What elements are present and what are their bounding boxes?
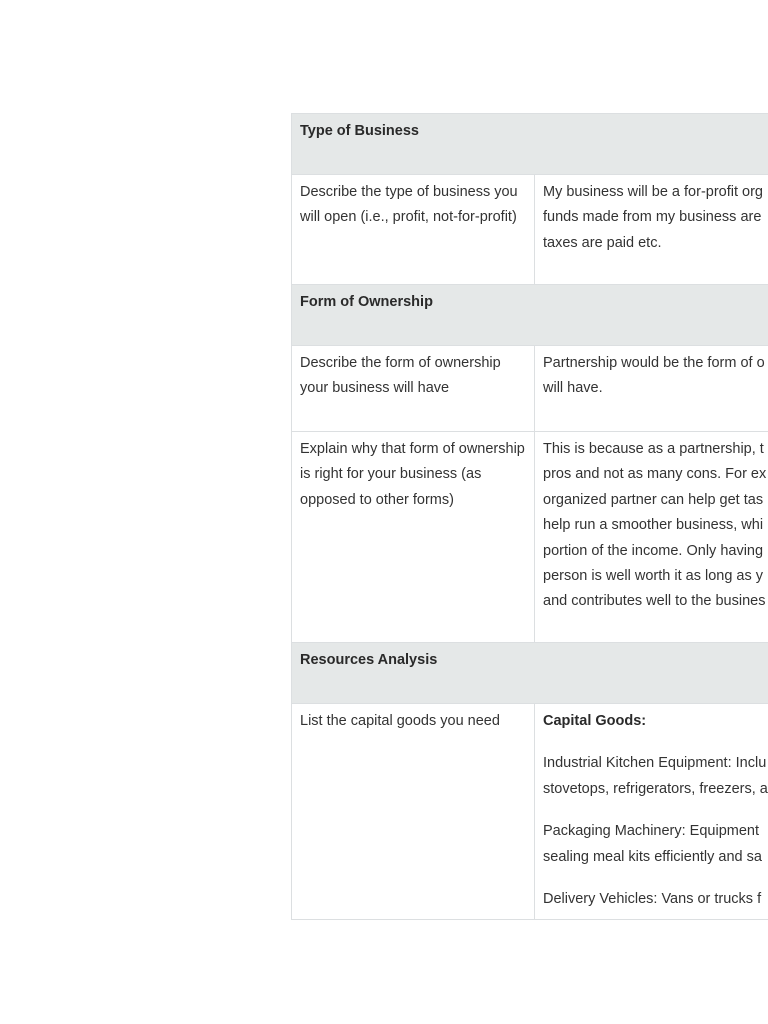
answer-paragraph [543,887,768,912]
section-title-resources-analysis: Resources Analysis [292,643,768,704]
answer-line: will have. [543,380,603,397]
answer-line: Packaging Machinery: Equipment [543,823,760,840]
answer-cell [535,346,768,432]
answer-line: person is well worth it as long as y [543,568,764,585]
answer-line: stovetops, refrigerators, freezers, a [543,780,768,797]
answer-line: help run a smoother business, whi [543,517,764,534]
answer-paragraph [543,751,768,802]
answer-paragraph [543,819,768,870]
answer-line: funds made from my business are [543,209,762,226]
table-row [292,704,768,920]
table-row [292,432,768,643]
question-cell: Explain why that form of ownership is right for your business (as opposed to other forms) [292,432,535,643]
answer-line: My business will be a for-profit org [543,184,763,200]
table-row [292,175,768,285]
answer-line: portion of the income. Only having [543,542,764,559]
answer-line: organized partner can help get tas [543,491,764,508]
business-plan-table [291,113,768,920]
section-header-row [292,643,768,704]
answer-cell [535,704,768,920]
answer-cell [535,432,768,643]
answer-line: This is because as a partnership, t [543,441,764,457]
answer-heading: Capital Goods: [543,713,647,729]
answer-cell [535,175,768,285]
table-row [292,346,768,432]
section-title-form-of-ownership: Form of Ownership [292,285,768,346]
section-header-row [292,114,768,175]
question-cell: List the capital goods you need [292,704,535,920]
answer-line: Delivery Vehicles: Vans or trucks f [543,891,762,908]
answer-line: Partnership would be the form of o [543,355,765,371]
answer-line: taxes are paid etc. [543,234,662,251]
answer-line: sealing meal kits efficiently and sa [543,848,762,865]
question-cell: Describe the type of business you will open (i.e., profit, not-for-profit) [292,175,535,285]
question-cell: Describe the form of ownership your business will have [292,346,535,432]
section-title-type-of-business: Type of Business [292,114,768,175]
answer-line: Industrial Kitchen Equipment: Inclu [543,755,767,772]
answer-line: pros and not as many cons. For ex [543,466,767,483]
section-header-row [292,285,768,346]
answer-line: and contributes well to the busines [543,593,766,610]
